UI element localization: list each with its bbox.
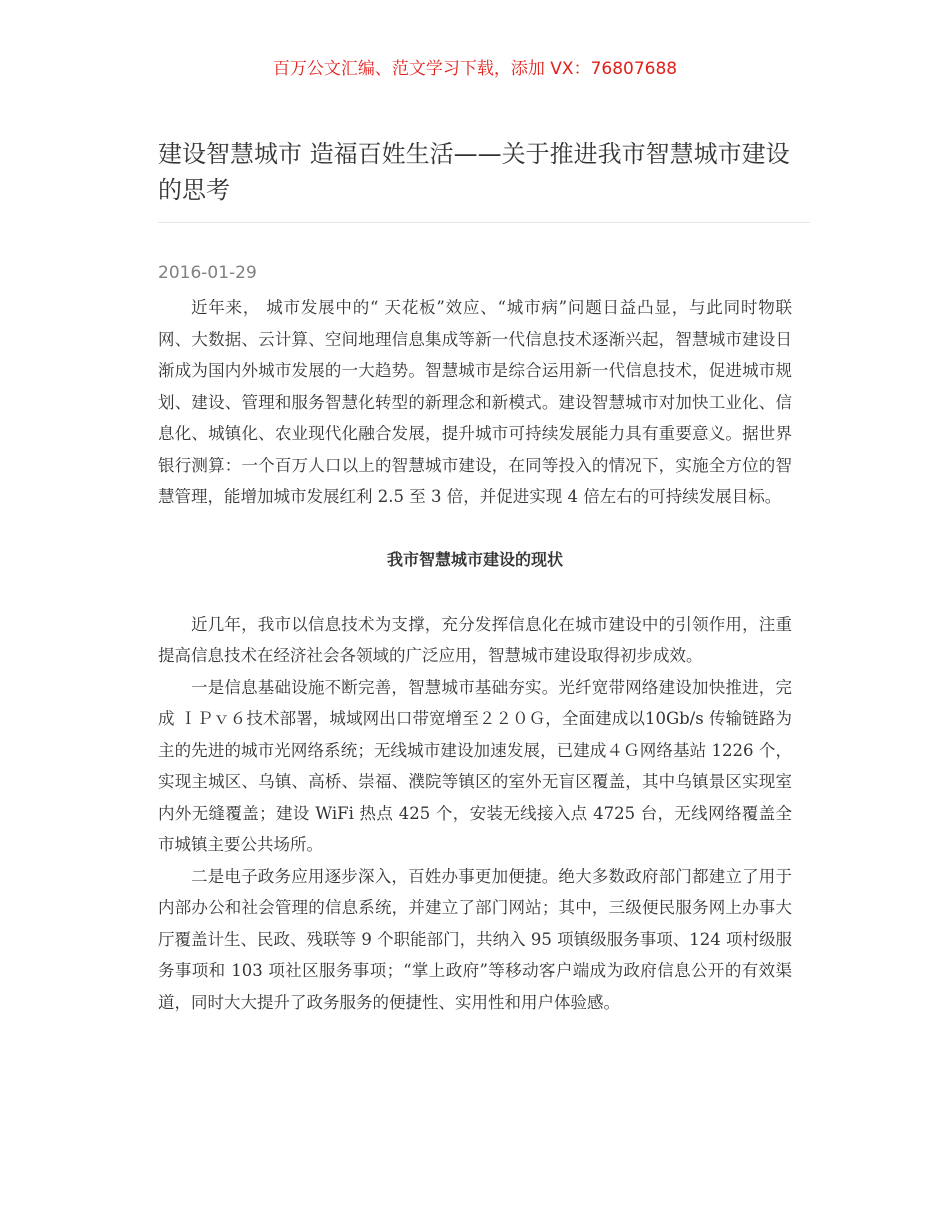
article-body xyxy=(158,292,792,1018)
body-paragraph-1: 近几年，我市以信息技术为支撑，充分发挥信息化在城市建设中的引领作用，注重提高信息技术在经济社会各领域的广泛应用，智慧城市建设取得初步成效。 xyxy=(158,614,792,665)
body-paragraph-3: 二是电子政务应用逐步深入，百姓办事更加便捷。绝大多数政府部门都建立了用于内部办公和社会管理的信息系统，并建立了部门网站；其中，三级便民服务网上办事大厅覆盖计生、民政、残联等 9 个职能部门，共纳入 95 项镇级服务事项、124 项村级服务事项和 103 项社区服务事项；“掌上政府”等移动客户端成为政府信息公开的有效渠道，同时大大提升了政务服务的便捷性、实用性和用户体验感。 xyxy=(158,866,792,1012)
body-paragraph-2: 一是信息基础设施不断完善，智慧城市基础夯实。光纤宽带网络建设加快推进，完成 ＩＰｖ６技术部署，城域网出口带宽增至２２０Ｇ，全面建成以10Gb/s 传输链路为主的先进的城市光网络系统；无线城市建设加速发展，已建成４Ｇ网络基站 1226 个，实现主城区、乌镇、高桥、崇福、濮院等镇区的室外无盲区覆盖，其中乌镇景区实现室内外无缝覆盖；建设 WiFi 热点 425 个，安装无线接入点 4725 台，无线网络覆盖全市城镇主要公共场所。 xyxy=(158,677,792,854)
promo-banner: 百万公文汇编、范文学习下载，添加 VX：76807688 xyxy=(272,59,678,79)
article-title: 建设智慧城市 造福百姓生活——关于推进我市智慧城市建设的思考 xyxy=(158,140,790,204)
publish-date: 2016-01-29 xyxy=(158,263,257,283)
section-heading: 我市智慧城市建设的现状 xyxy=(386,549,563,569)
title-block xyxy=(158,136,810,223)
intro-paragraph: 近年来， 城市发展中的“ 天花板”效应、“城市病”问题日益凸显，与此同时物联网、大数据、云计算、空间地理信息集成等新一代信息技术逐渐兴起，智慧城市建设日渐成为国内外城市发展的一大趋势。智慧城市是综合运用新一代信息技术，促进城市规划、建设、管理和服务智慧化转型的新理念和新模式。建设智慧城市对加快工业化、信息化、城镇化、农业现代化融合发展，提升城市可持续发展能力具有重要意义。据世界银行测算：一个百万人口以上的智慧城市建设，在同等投入的情况下，实施全方位的智慧管理，能增加城市发展红利 2.5 至 3 倍，并促进实现 4 倍左右的可持续发展目标。 xyxy=(158,298,792,506)
